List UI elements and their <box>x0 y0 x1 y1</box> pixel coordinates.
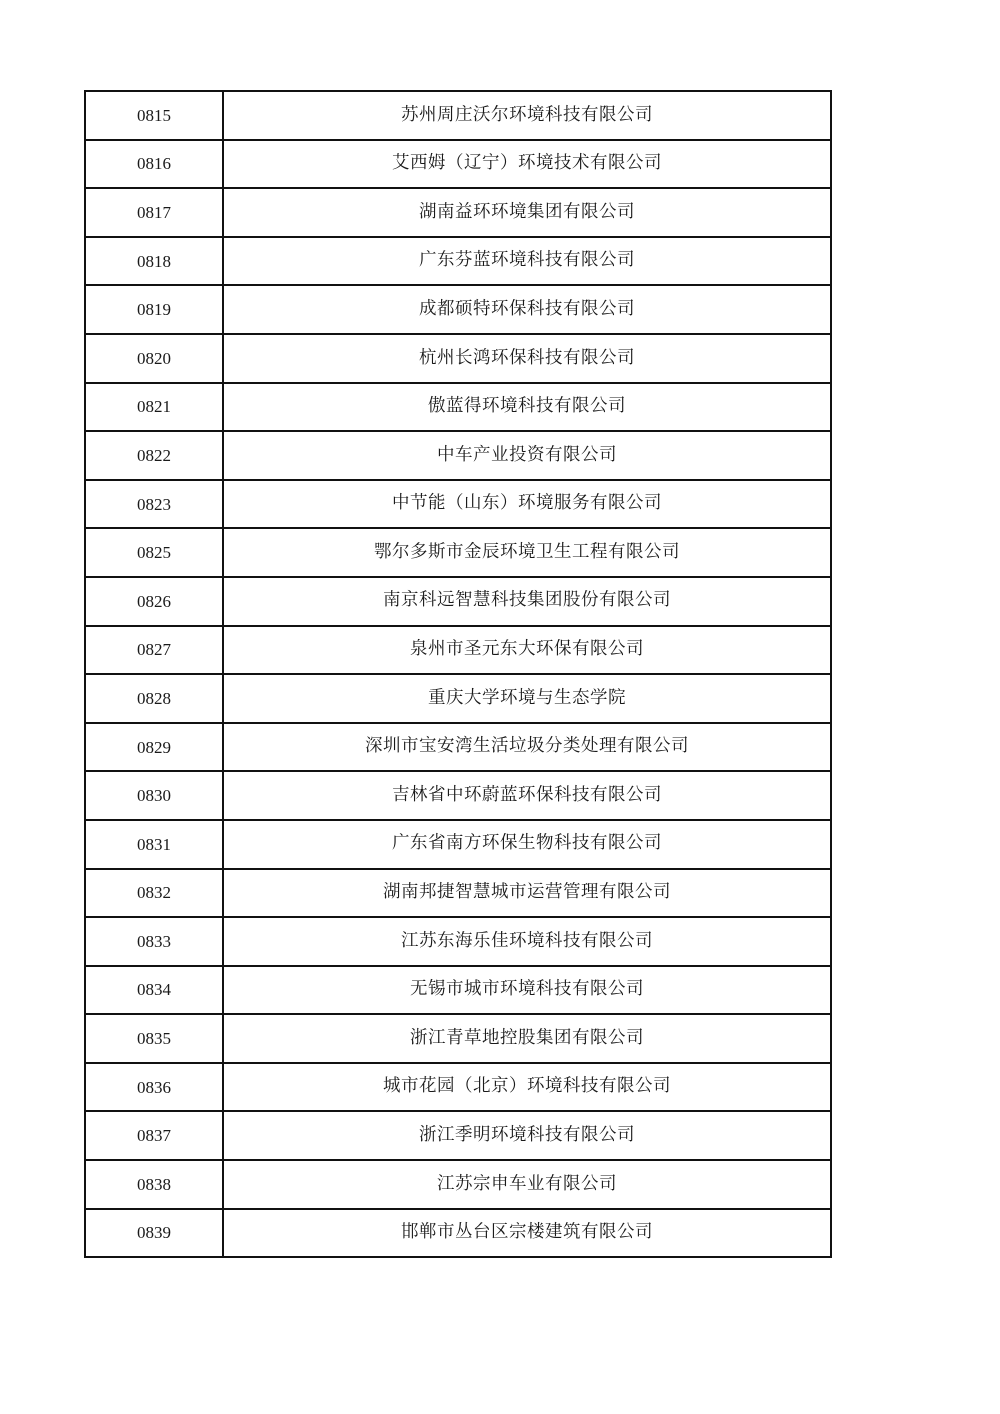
table-row <box>85 626 831 675</box>
member-code-cell: 0826 <box>85 577 223 626</box>
table-row <box>85 917 831 966</box>
member-table <box>84 90 832 1258</box>
member-code-cell: 0823 <box>85 480 223 529</box>
table-row <box>85 771 831 820</box>
table-row <box>85 480 831 529</box>
member-code-cell: 0815 <box>85 91 223 140</box>
organization-name-cell: 中车产业投资有限公司 <box>223 431 831 480</box>
organization-name-cell: 南京科远智慧科技集团股份有限公司 <box>223 577 831 626</box>
organization-name-cell: 广东省南方环保生物科技有限公司 <box>223 820 831 869</box>
table-row <box>85 528 831 577</box>
member-code-cell: 0836 <box>85 1063 223 1112</box>
table-row <box>85 1111 831 1160</box>
member-code-cell: 0833 <box>85 917 223 966</box>
organization-name-cell: 吉林省中环蔚蓝环保科技有限公司 <box>223 771 831 820</box>
table-row <box>85 1209 831 1258</box>
member-code-cell: 0831 <box>85 820 223 869</box>
table-row <box>85 820 831 869</box>
member-code-cell: 0838 <box>85 1160 223 1209</box>
organization-name-cell: 城市花园（北京）环境科技有限公司 <box>223 1063 831 1112</box>
organization-name-cell: 深圳市宝安湾生活垃圾分类处理有限公司 <box>223 723 831 772</box>
member-code-cell: 0818 <box>85 237 223 286</box>
member-code-cell: 0837 <box>85 1111 223 1160</box>
table-body <box>85 91 831 1257</box>
member-code-cell: 0819 <box>85 285 223 334</box>
table-row <box>85 334 831 383</box>
organization-name-cell: 湖南益环环境集团有限公司 <box>223 188 831 237</box>
organization-name-cell: 湖南邦捷智慧城市运营管理有限公司 <box>223 869 831 918</box>
organization-name-cell: 泉州市圣元东大环保有限公司 <box>223 626 831 675</box>
organization-name-cell: 无锡市城市环境科技有限公司 <box>223 966 831 1015</box>
member-code-cell: 0829 <box>85 723 223 772</box>
table-row <box>85 577 831 626</box>
member-code-cell: 0835 <box>85 1014 223 1063</box>
member-code-cell: 0821 <box>85 383 223 432</box>
organization-name-cell: 傲蓝得环境科技有限公司 <box>223 383 831 432</box>
organization-name-cell: 杭州长鸿环保科技有限公司 <box>223 334 831 383</box>
table-row <box>85 1014 831 1063</box>
table-row <box>85 431 831 480</box>
table-row <box>85 869 831 918</box>
member-code-cell: 0832 <box>85 869 223 918</box>
member-code-cell: 0827 <box>85 626 223 675</box>
table-row <box>85 188 831 237</box>
organization-name-cell: 广东芬蓝环境科技有限公司 <box>223 237 831 286</box>
organization-name-cell: 成都硕特环保科技有限公司 <box>223 285 831 334</box>
organization-name-cell: 中节能（山东）环境服务有限公司 <box>223 480 831 529</box>
table-row <box>85 140 831 189</box>
table-row <box>85 966 831 1015</box>
table-row <box>85 1160 831 1209</box>
table-row <box>85 91 831 140</box>
member-code-cell: 0816 <box>85 140 223 189</box>
table-row <box>85 723 831 772</box>
organization-name-cell: 江苏东海乐佳环境科技有限公司 <box>223 917 831 966</box>
member-code-cell: 0828 <box>85 674 223 723</box>
organization-name-cell: 艾西姆（辽宁）环境技术有限公司 <box>223 140 831 189</box>
member-code-cell: 0822 <box>85 431 223 480</box>
organization-name-cell: 浙江青草地控股集团有限公司 <box>223 1014 831 1063</box>
member-code-cell: 0834 <box>85 966 223 1015</box>
organization-name-cell: 鄂尔多斯市金辰环境卫生工程有限公司 <box>223 528 831 577</box>
member-code-cell: 0839 <box>85 1209 223 1258</box>
table-row <box>85 1063 831 1112</box>
table-row <box>85 237 831 286</box>
organization-name-cell: 邯郸市丛台区宗楼建筑有限公司 <box>223 1209 831 1258</box>
member-code-cell: 0817 <box>85 188 223 237</box>
table-row <box>85 674 831 723</box>
member-code-cell: 0830 <box>85 771 223 820</box>
organization-name-cell: 江苏宗申车业有限公司 <box>223 1160 831 1209</box>
member-code-cell: 0820 <box>85 334 223 383</box>
table-row <box>85 383 831 432</box>
organization-name-cell: 重庆大学环境与生态学院 <box>223 674 831 723</box>
table-row <box>85 285 831 334</box>
member-code-cell: 0825 <box>85 528 223 577</box>
organization-name-cell: 浙江季明环境科技有限公司 <box>223 1111 831 1160</box>
organization-name-cell: 苏州周庄沃尔环境科技有限公司 <box>223 91 831 140</box>
